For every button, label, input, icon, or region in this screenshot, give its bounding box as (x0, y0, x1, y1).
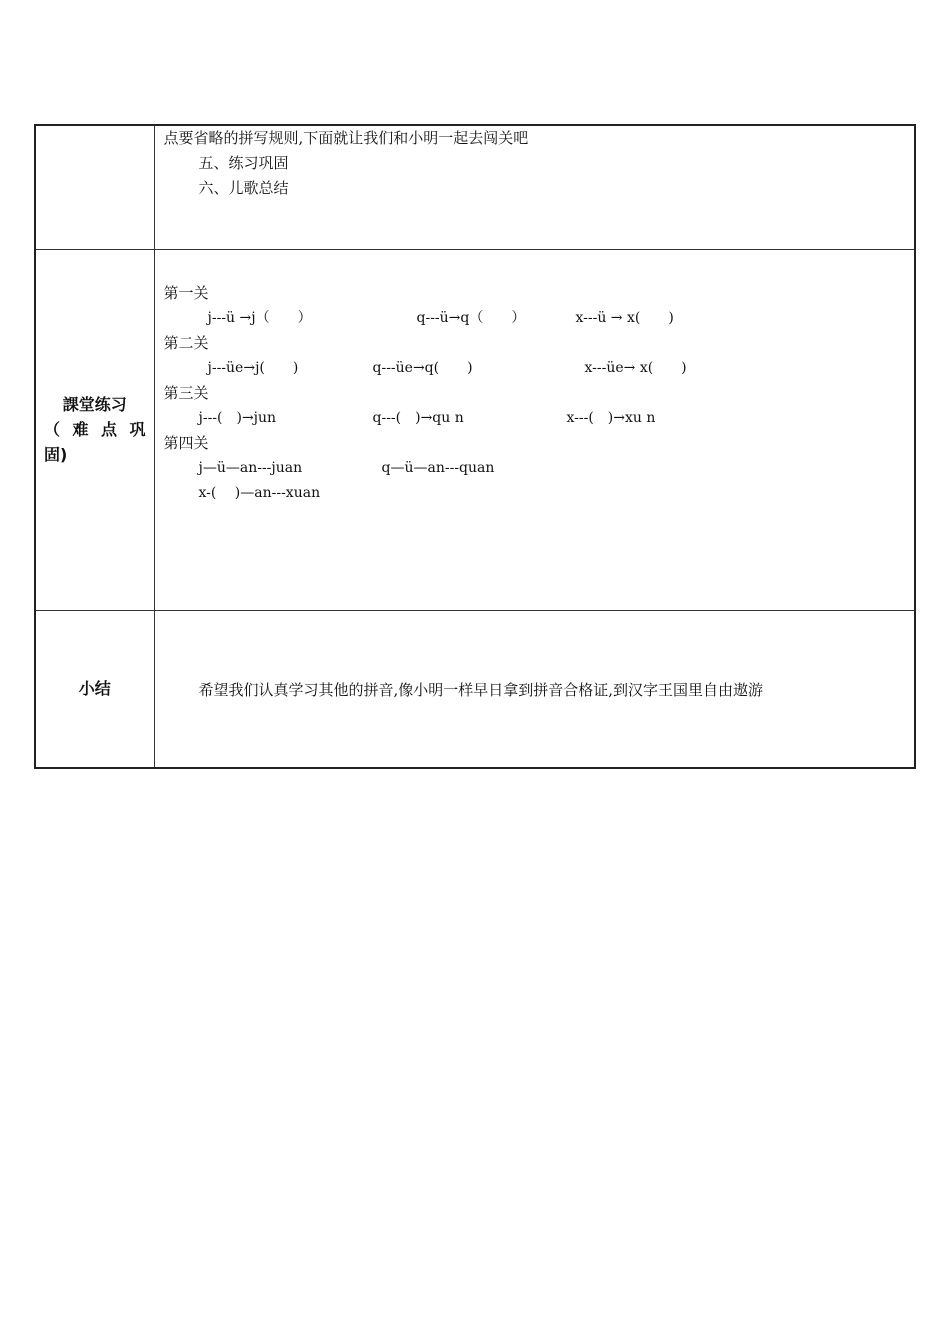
practice-label (36, 392, 154, 467)
exercise-item: x---( )→xu n (566, 409, 656, 426)
exercise-item: j---ü →j（ ） (207, 309, 312, 326)
exercise-item: q---( )→qu n (372, 409, 464, 426)
summary-text: 希望我们认真学习其他的拼音,像小明一样早日拿到拼音合格证,到汉字王国里自由遨游 (198, 680, 764, 699)
exercise-item: x---üe→ x( ) (584, 359, 687, 376)
practice-label-cell (35, 249, 154, 610)
exercise-item: j---( )→jun (198, 409, 277, 426)
level-1-title: 第一关 (163, 283, 209, 302)
practice-content-cell (154, 249, 915, 610)
step-rhyme-summary: 六、儿歌总结 (198, 179, 289, 197)
exercise-item: j---üe→j( ) (207, 359, 299, 376)
level-4-exercises-row1 (164, 456, 915, 481)
level-4-exercises-row2 (164, 481, 915, 506)
exercise-item: x-( )—an---xuan (198, 484, 321, 501)
level-4-title: 第四关 (163, 433, 209, 452)
level-3-exercises (164, 406, 915, 431)
process-row (35, 125, 915, 249)
exercise-item: q---ü→q（ ） (416, 309, 526, 326)
process-label-cell (35, 125, 154, 249)
practice-label-line2: （ 难 点 巩 (44, 420, 146, 439)
intro-continuation: 点要省略的拼写规则,下面就让我们和小明一起去闯关吧 (163, 129, 529, 147)
exercise-item: x---ü → x( ) (575, 309, 674, 326)
process-content-cell (154, 125, 915, 249)
practice-label-line3: 固) (44, 445, 68, 464)
practice-label-line1: 課堂练习 (62, 395, 127, 414)
exercise-item: q—ü—an---quan (381, 459, 495, 476)
level-1-exercises (164, 306, 915, 331)
level-3-title: 第三关 (163, 383, 209, 402)
level-2-title: 第二关 (163, 333, 209, 352)
lesson-plan-table (34, 124, 916, 769)
exercise-item: j—ü—an---juan (198, 459, 303, 476)
practice-row (35, 249, 915, 610)
level-2-exercises (164, 356, 915, 381)
exercise-item: q---üe→q( ) (372, 359, 473, 376)
summary-row (35, 610, 915, 768)
summary-label: 小结 (78, 679, 111, 699)
summary-content-cell (154, 610, 915, 768)
step-practice-consolidation: 五、练习巩固 (198, 154, 289, 172)
summary-label-cell (35, 610, 154, 768)
